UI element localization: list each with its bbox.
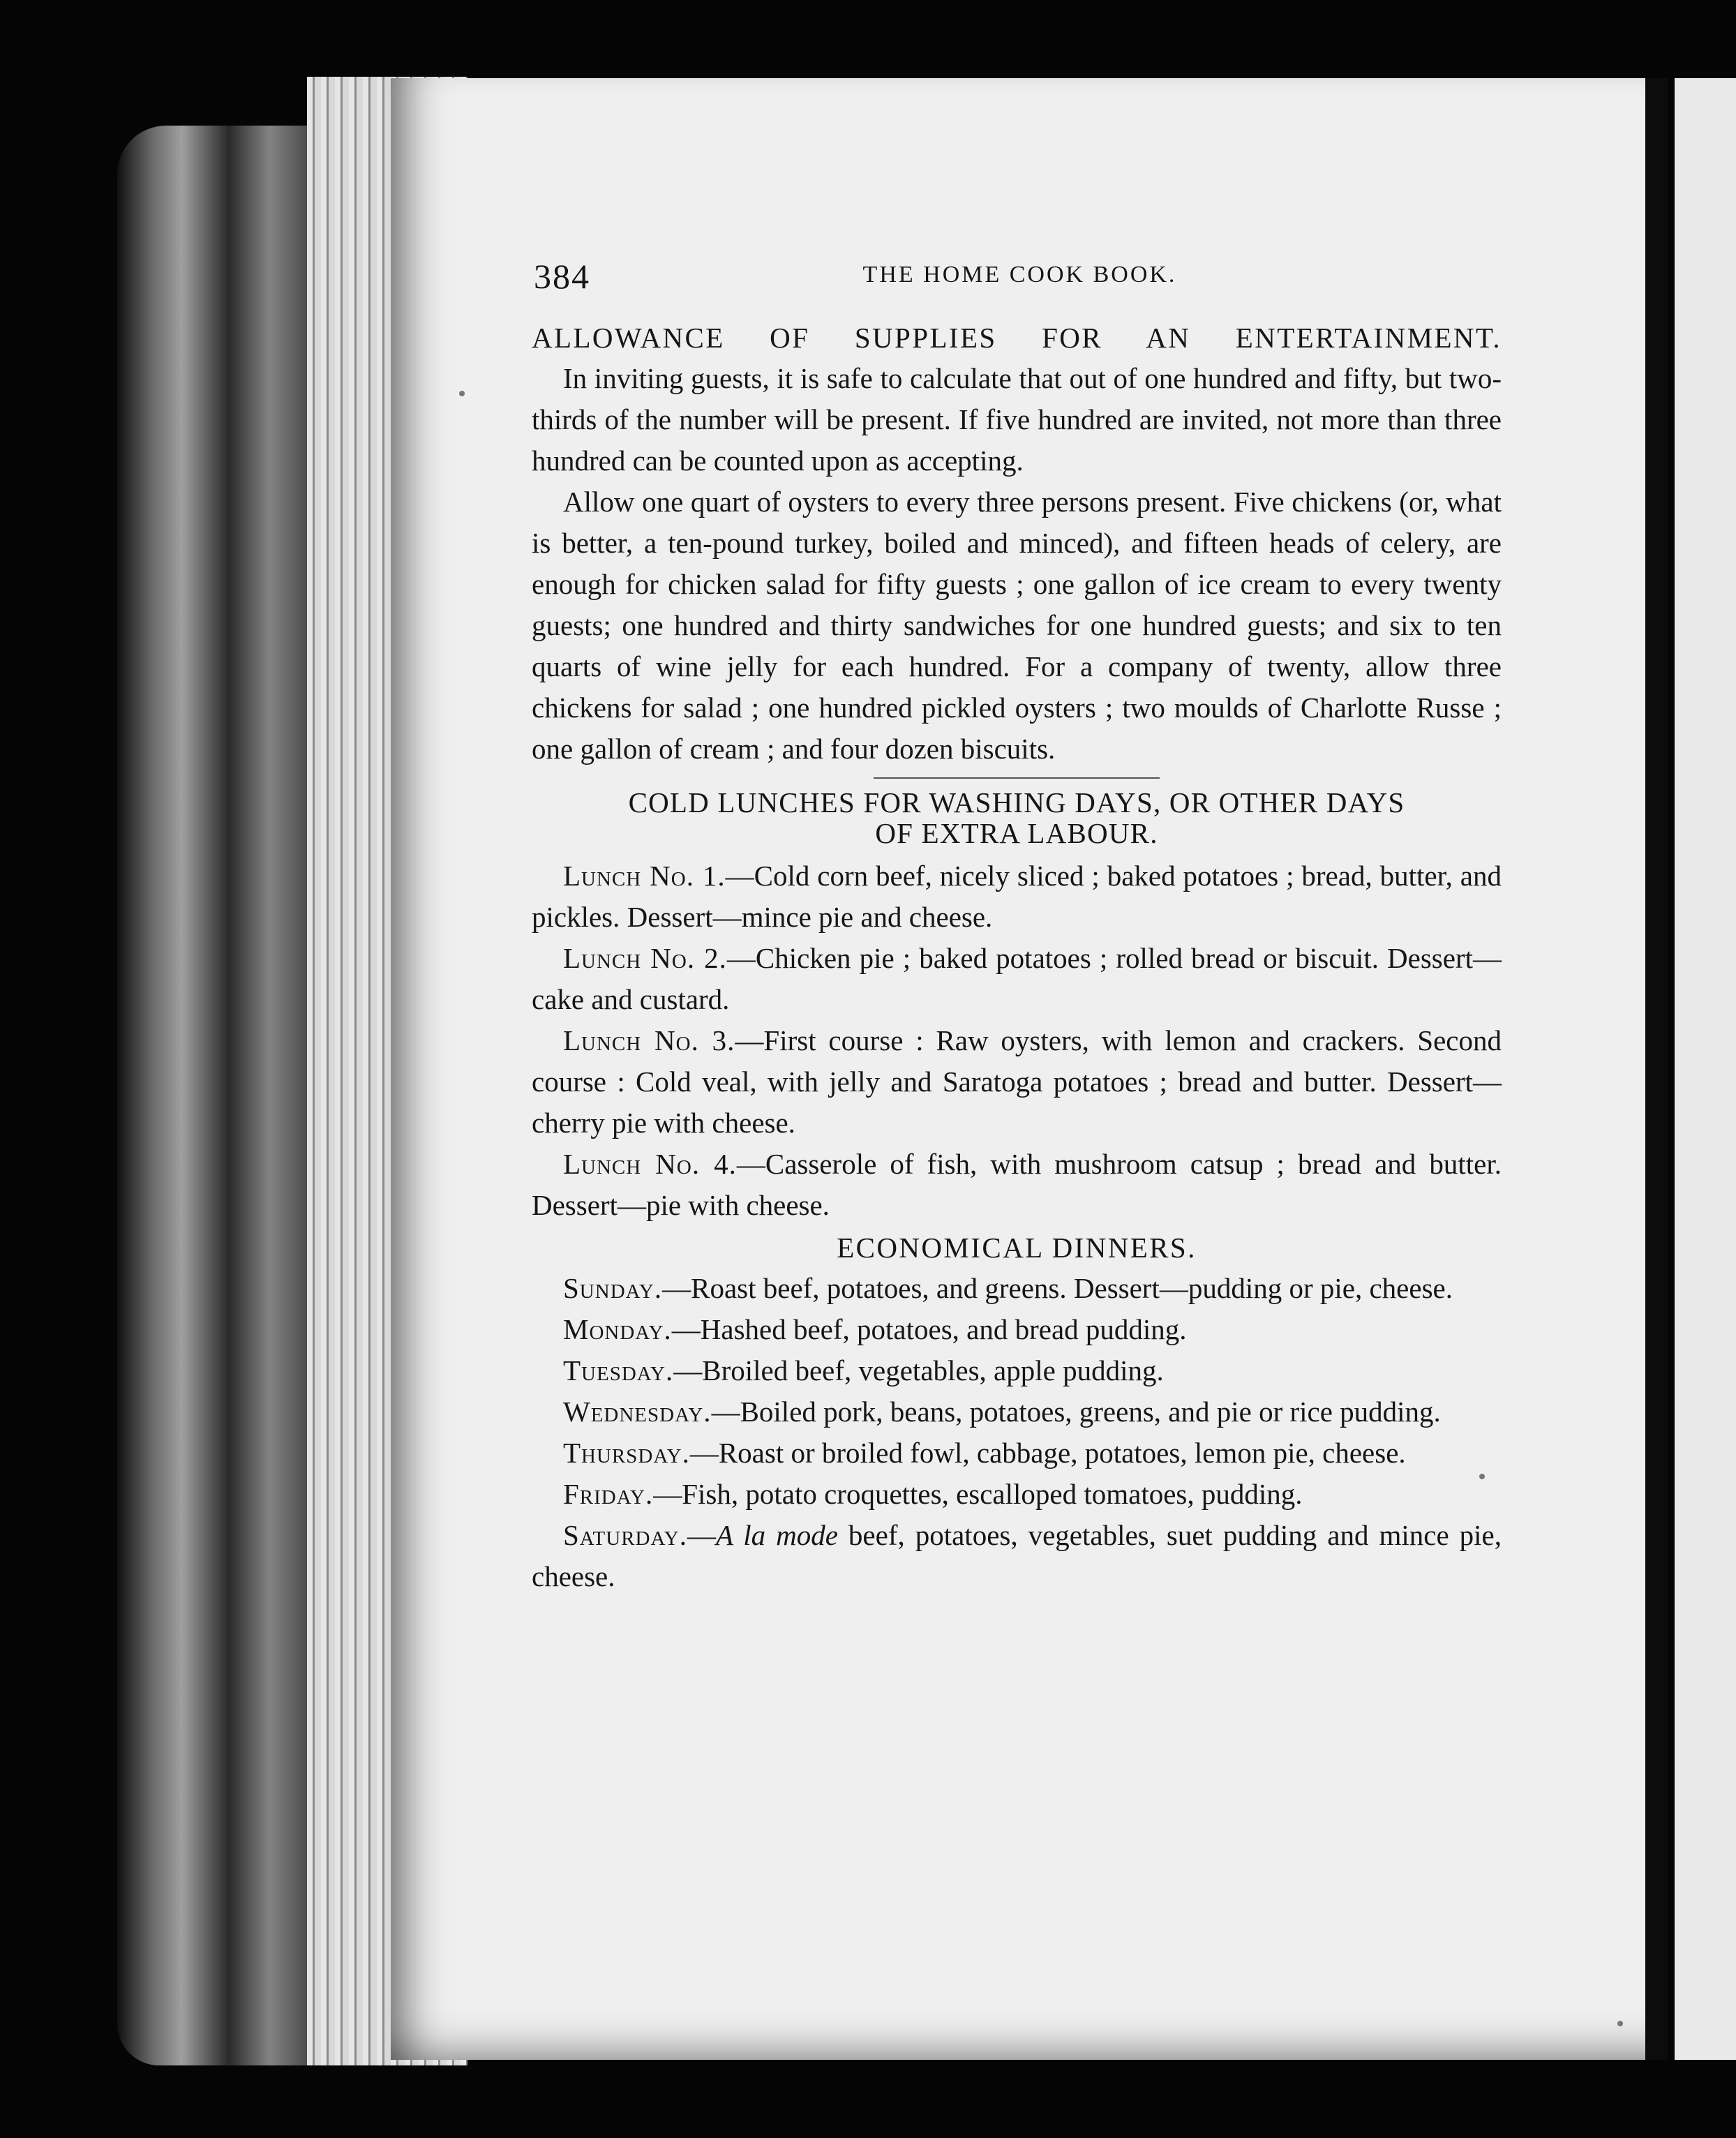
scan-speck [459,391,465,396]
dinner-item [532,1309,1502,1350]
adjacent-page-edge [1675,78,1736,2060]
section-heading-dinners: ECONOMICAL DINNERS. [837,1232,1197,1264]
page-gutter [1645,78,1668,2060]
dinner-text: —Roast or broiled fowl, cabbage, potatoes, lemon pie, cheese. [689,1437,1406,1469]
day-label: Wednesday. [563,1396,712,1428]
day-label: Thursday. [563,1437,690,1469]
section-divider [874,777,1160,779]
lunch-text: —Casserole of fish, with mushroom catsup ; bread and butter. Dessert—pie with cheese. [532,1148,1502,1221]
lunch-text: —First course : Raw oysters, with lemon and crackers. Second course : Cold veal, with jelly and Saratoga potatoes ; bread and butter. Dessert—cherry pie with cheese. [532,1024,1502,1139]
lunch-item [532,855,1502,938]
lunch-item [532,938,1502,1020]
dinner-dash: — [687,1519,716,1551]
dinner-text: —Fish, potato croquettes, escalloped tomatoes, pudding. [653,1478,1303,1510]
dinner-item [532,1268,1502,1309]
dinner-text: —Boiled pork, beans, potatoes, greens, and pie or rice pudding. [711,1396,1441,1428]
dinner-text: —Hashed beef, potatoes, and bread pudding. [671,1313,1187,1345]
day-label: Monday. [563,1313,672,1345]
dinner-text: beef, potatoes, vegetables, suet pudding and mince pie, cheese. [532,1519,1502,1592]
section-heading-allowance: ALLOWANCE OF SUPPLIES FOR AN ENTERTAINMENT. [532,322,1502,354]
lunch-text: —Cold corn beef, nicely sliced ; baked potatoes ; bread, butter, and pickles. Dessert—mince pie and cheese. [532,860,1502,933]
dinner-item [532,1350,1502,1391]
dinner-item [532,1391,1502,1433]
lunch-label: Lunch No. 4. [563,1148,737,1180]
page-text [532,317,1502,1597]
heading-line: OF EXTRA LABOUR. [875,817,1158,849]
day-label: Tuesday. [563,1354,674,1386]
day-label: Sunday. [563,1272,663,1304]
lunch-label: Lunch No. 2. [563,942,727,974]
running-title: THE HOME COOK BOOK. [862,262,1177,287]
dinner-italic: A la mode [715,1519,838,1551]
lunch-item [532,1144,1502,1226]
paragraph: Allow one quart of oysters to every three persons present. Five chickens (or, what is better, a ten-pound turkey, boiled and minced), and fifteen heads of celery, are enough for chicken salad for fifty guests ; one gallon of ice cream to every twenty guests; one hundred and thirty sandwiches for one hundred guests; and six to ten quarts of wine jelly for each hundred. For a company of twenty, allow three chickens for salad ; one hundred pickled oysters ; two moulds of Charlotte Russe ; one gallon of cream ; and four dozen biscuits. [532,486,1502,765]
paragraph: In inviting guests, it is safe to calculate that out of one hundred and fifty, but two-thirds of the number will be present. If five hundred are invited, not more than three hundred can be counted upon as accepting. [532,362,1502,477]
page-number: 384 [534,257,590,296]
dinner-text: —Broiled beef, vegetables, apple pudding. [673,1354,1164,1386]
lunch-text: —Chicken pie ; baked potatoes ; rolled bread or biscuit. Dessert—cake and custard. [532,942,1502,1015]
section-heading-lunches [532,787,1502,849]
lunch-item [532,1020,1502,1144]
day-label: Friday. [563,1478,654,1510]
day-label: Saturday. [563,1519,687,1551]
dinner-item [532,1515,1502,1597]
dinner-item [532,1474,1502,1515]
dinner-item [532,1433,1502,1474]
lunch-label: Lunch No. 3. [563,1024,735,1056]
running-head [534,256,1506,298]
scan-speck [1617,2021,1623,2026]
spacer [532,849,1502,855]
heading-line: COLD LUNCHES FOR WASHING DAYS, OR OTHER DAYS [628,786,1405,818]
dinner-text: —Roast beef, potatoes, and greens. Dessert—pudding or pie, cheese. [662,1272,1453,1304]
lunch-label: Lunch No. 1. [563,860,726,892]
